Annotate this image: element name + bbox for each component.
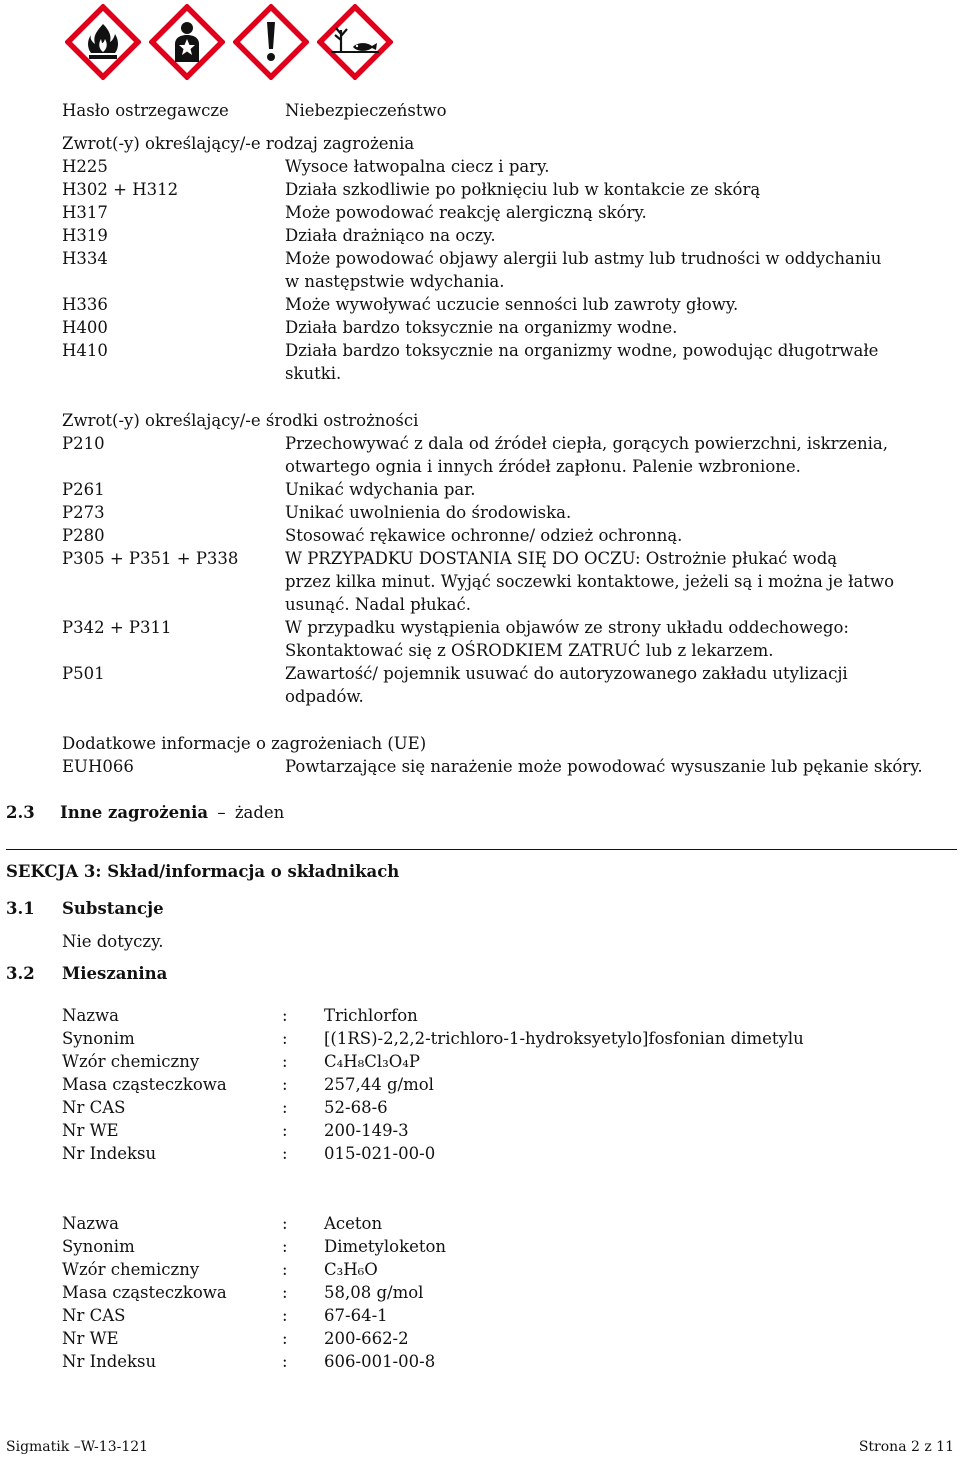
component-field-label: Synonim xyxy=(62,1029,135,1048)
component-field-value: 58,08 g/mol xyxy=(324,1283,424,1302)
euh-code: EUH066 xyxy=(62,757,134,776)
field-separator: : xyxy=(282,1006,288,1025)
statement-text: Unikać wdychania par. xyxy=(285,480,476,499)
statement-code: P273 xyxy=(62,503,105,522)
component-field-label: Nr Indeksu xyxy=(62,1352,157,1371)
component-field-label: Nr CAS xyxy=(62,1306,126,1325)
statement-code: P210 xyxy=(62,434,105,453)
statement-text: Działa bardzo toksycznie na organizmy wodne. xyxy=(285,318,678,337)
statement-text: Działa bardzo toksycznie na organizmy wodne, powodując długotrwałe xyxy=(285,341,879,360)
section-3-2-number: 3.2 xyxy=(6,964,35,983)
statement-code: P501 xyxy=(62,664,105,683)
euh-text: Powtarzające się narażenie może powodować wysuszanie lub pękanie skóry. xyxy=(285,757,923,776)
component-field-value: 67-64-1 xyxy=(324,1306,388,1325)
field-separator: : xyxy=(282,1121,288,1140)
section-3-1-title: Substancje xyxy=(62,899,164,918)
statement-code: H336 xyxy=(62,295,108,314)
component-field-value: Aceton xyxy=(324,1214,383,1233)
statement-text: Skontaktować się z OŚRODKIEM ZATRUĆ lub z lekarzem. xyxy=(285,641,774,660)
field-separator: : xyxy=(282,1144,288,1163)
field-separator: : xyxy=(282,1098,288,1117)
substance-text: Nie dotyczy. xyxy=(62,932,164,951)
section-3-title: SEKCJA 3: Skład/informacja o składnikach xyxy=(6,862,400,881)
component-field-value: 52-68-6 xyxy=(324,1098,388,1117)
statement-text: W PRZYPADKU DOSTANIA SIĘ DO OCZU: Ostrożnie płukać wodą xyxy=(285,549,838,568)
statement-code: H334 xyxy=(62,249,108,268)
field-separator: : xyxy=(282,1029,288,1048)
field-separator: : xyxy=(282,1075,288,1094)
component-field-label: Nazwa xyxy=(62,1006,119,1025)
field-separator: : xyxy=(282,1214,288,1233)
component-field-value: 606-001-00-8 xyxy=(324,1352,436,1371)
component-field-value: 200-662-2 xyxy=(324,1329,409,1348)
field-separator: : xyxy=(282,1237,288,1256)
statement-text: Może wywoływać uczucie senności lub zawroty głowy. xyxy=(285,295,739,314)
statement-code: P280 xyxy=(62,526,105,545)
statement-text: Działa drażniąco na oczy. xyxy=(285,226,496,245)
additional-info-heading: Dodatkowe informacje o zagrożeniach (UE) xyxy=(62,734,427,753)
section-divider xyxy=(6,849,957,850)
other-hazards-title: Inne zagrożenia xyxy=(60,803,209,822)
component-field-value: [(1RS)-2,2,2-trichloro-1-hydroksyetylo]fosfonian dimetylu xyxy=(324,1029,804,1048)
component-field-label: Wzór chemiczny xyxy=(62,1260,200,1279)
component-field-label: Nr WE xyxy=(62,1121,119,1140)
component-field-value: 257,44 g/mol xyxy=(324,1075,434,1094)
statement-text: Może powodować objawy alergii lub astmy lub trudności w oddychaniu xyxy=(285,249,882,268)
statement-text: Zawartość/ pojemnik usuwać do autoryzowanego zakładu utylizacji xyxy=(285,664,848,683)
field-separator: : xyxy=(282,1283,288,1302)
statement-text: przez kilka minut. Wyjąć soczewki kontaktowe, jeżeli są i można je łatwo xyxy=(285,572,895,591)
footer-left: Sigmatik –W-13-121 xyxy=(6,1439,149,1455)
flame-icon xyxy=(65,4,141,80)
component-field-label: Nr CAS xyxy=(62,1098,126,1117)
field-separator: : xyxy=(282,1329,288,1348)
statement-text: Działa szkodliwie po połknięciu lub w kontakcie ze skórą xyxy=(285,180,761,199)
other-hazards-dash: – xyxy=(217,803,226,822)
section-3-1-number: 3.1 xyxy=(6,899,35,918)
component-field-label: Nr Indeksu xyxy=(62,1144,157,1163)
field-separator: : xyxy=(282,1306,288,1325)
statement-code: H225 xyxy=(62,157,108,176)
statement-code: P342 + P311 xyxy=(62,618,172,637)
footer-page: Strona 2 z 11 xyxy=(858,1439,954,1455)
statement-text: Może powodować reakcję alergiczną skóry. xyxy=(285,203,647,222)
field-separator: : xyxy=(282,1352,288,1371)
component-field-label: Nazwa xyxy=(62,1214,119,1233)
component-field-label: Nr WE xyxy=(62,1329,119,1348)
component-field-label: Wzór chemiczny xyxy=(62,1052,200,1071)
statement-code: H317 xyxy=(62,203,108,222)
statement-code: P305 + P351 + P338 xyxy=(62,549,239,568)
component-field-label: Synonim xyxy=(62,1237,135,1256)
field-separator: : xyxy=(282,1052,288,1071)
statement-text: skutki. xyxy=(285,364,342,383)
environment-icon xyxy=(317,4,393,80)
hazard-statements-heading: Zwrot(-y) określający/-e rodzaj zagrożenia xyxy=(62,134,415,153)
section-3-2-title: Mieszanina xyxy=(62,964,168,983)
component-field-value: Trichlorfon xyxy=(324,1006,418,1025)
section-2-3-number: 2.3 xyxy=(6,803,35,822)
component-field-label: Masa cząsteczkowa xyxy=(62,1283,227,1302)
other-hazards-line xyxy=(60,801,284,824)
signal-word-value: Niebezpieczeństwo xyxy=(285,101,447,120)
statement-text: odpadów. xyxy=(285,687,364,706)
statement-code: H302 + H312 xyxy=(62,180,179,199)
statement-text: w następstwie wdychania. xyxy=(285,272,505,291)
other-hazards-value: żaden xyxy=(234,803,285,822)
precautionary-statements-heading: Zwrot(-y) określający/-e środki ostrożności xyxy=(62,411,419,430)
statement-code: H319 xyxy=(62,226,108,245)
component-field-value: 200-149-3 xyxy=(324,1121,409,1140)
component-field-value: Dimetyloketon xyxy=(324,1237,447,1256)
component-field-value: 015-021-00-0 xyxy=(324,1144,436,1163)
component-field-label: Masa cząsteczkowa xyxy=(62,1075,227,1094)
statement-code: H400 xyxy=(62,318,108,337)
statement-text: Przechowywać z dala od źródeł ciepła, gorących powierzchni, iskrzenia, xyxy=(285,434,889,453)
statement-text: Unikać uwolnienia do środowiska. xyxy=(285,503,572,522)
component-field-value: C₃H₆O xyxy=(324,1260,378,1279)
statement-text: Wysoce łatwopalna ciecz i pary. xyxy=(285,157,550,176)
signal-word-label: Hasło ostrzegawcze xyxy=(62,101,229,120)
component-field-value: C₄H₈Cl₃O₄P xyxy=(324,1052,421,1071)
statement-code: H410 xyxy=(62,341,108,360)
statement-text: usunąć. Nadal płukać. xyxy=(285,595,471,614)
health-hazard-icon xyxy=(149,4,225,80)
statement-text: W przypadku wystąpienia objawów ze strony układu oddechowego: xyxy=(285,618,849,637)
field-separator: : xyxy=(282,1260,288,1279)
statement-text: otwartego ognia i innych źródeł zapłonu. Palenie wzbronione. xyxy=(285,457,801,476)
exclamation-icon xyxy=(233,4,309,80)
statement-code: P261 xyxy=(62,480,105,499)
statement-text: Stosować rękawice ochronne/ odzież ochronną. xyxy=(285,526,683,545)
